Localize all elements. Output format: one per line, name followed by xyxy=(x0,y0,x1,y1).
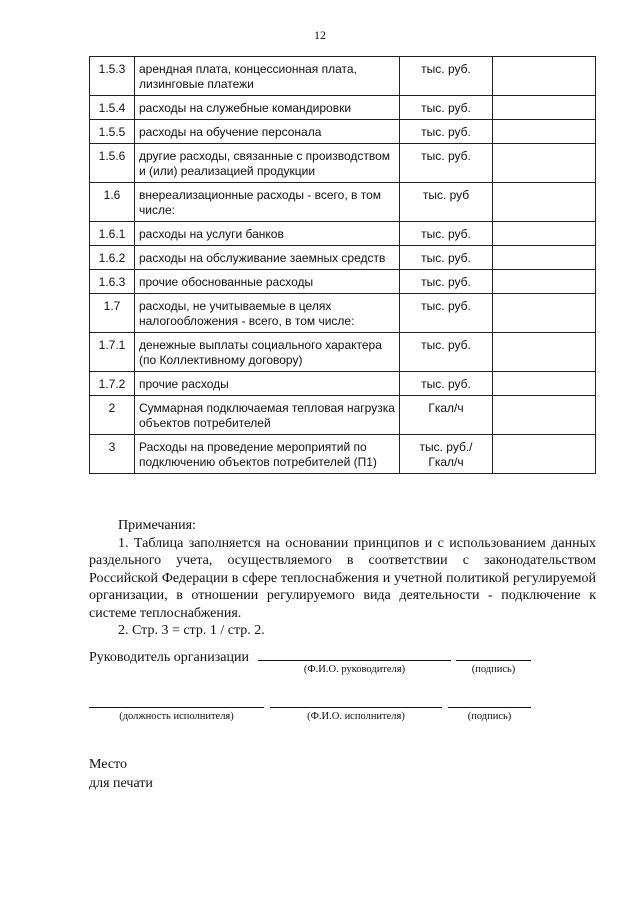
exec-position-line xyxy=(89,707,264,708)
table-row xyxy=(90,57,596,96)
row-name-cell: арендная плата, концессионная плата, лизинговые платежи xyxy=(135,57,400,96)
row-value-cell xyxy=(493,246,596,270)
exec-sign-line xyxy=(448,707,531,708)
row-value-cell xyxy=(493,96,596,120)
row-number-cell: 1.6.1 xyxy=(90,222,135,246)
stamp-line-2: для печати xyxy=(89,776,153,791)
note-2: 2. Стр. 3 = стр. 1 / стр. 2. xyxy=(118,623,265,638)
row-name-cell: расходы, не учитываемые в целях налогообложения - всего, в том числе: xyxy=(135,294,400,333)
notes-section xyxy=(89,517,596,640)
head-sign-caption: (подпись) xyxy=(471,664,516,675)
exec-position-caption: (должность исполнителя) xyxy=(119,711,234,722)
row-value-cell xyxy=(493,435,596,474)
row-value-cell xyxy=(493,372,596,396)
row-number-cell: 1.7 xyxy=(90,294,135,333)
table-row xyxy=(90,372,596,396)
row-number-cell: 1.6.2 xyxy=(90,246,135,270)
exec-fio-caption: (Ф.И.О. исполнителя) xyxy=(307,711,405,722)
stamp-place xyxy=(89,755,153,793)
row-number-cell: 1.5.4 xyxy=(90,96,135,120)
row-unit-cell: тыс. руб. xyxy=(400,144,493,183)
row-value-cell xyxy=(493,183,596,222)
row-value-cell xyxy=(493,294,596,333)
head-fio-line xyxy=(258,660,451,661)
row-name-cell: денежные выплаты социального характера (по Коллективному договору) xyxy=(135,333,400,372)
row-value-cell xyxy=(493,270,596,294)
row-value-cell xyxy=(493,57,596,96)
row-unit-cell: тыс. руб. xyxy=(400,120,493,144)
table-row xyxy=(90,183,596,222)
row-number-cell: 1.6 xyxy=(90,183,135,222)
row-name-cell: другие расходы, связанные с производством и (или) реализацией продукции xyxy=(135,144,400,183)
row-unit-cell: тыс. руб. xyxy=(400,372,493,396)
row-value-cell xyxy=(493,120,596,144)
row-unit-cell: тыс. руб. xyxy=(400,246,493,270)
row-unit-cell: Гкал/ч xyxy=(400,396,493,435)
row-number-cell: 1.5.3 xyxy=(90,57,135,96)
exec-sign-caption: (подпись) xyxy=(467,711,512,722)
table-row xyxy=(90,96,596,120)
row-unit-cell: тыс. руб. xyxy=(400,96,493,120)
table-row xyxy=(90,270,596,294)
row-number-cell: 1.6.3 xyxy=(90,270,135,294)
stamp-line-1: Место xyxy=(89,757,127,772)
row-name-cell: расходы на услуги банков xyxy=(135,222,400,246)
table-row xyxy=(90,333,596,372)
table-row xyxy=(90,144,596,183)
table-row xyxy=(90,246,596,270)
row-name-cell: расходы на обслуживание заемных средств xyxy=(135,246,400,270)
row-unit-cell: тыс. руб. xyxy=(400,333,493,372)
row-unit-cell: тыс. руб. xyxy=(400,57,493,96)
row-value-cell xyxy=(493,396,596,435)
notes-heading: Примечания: xyxy=(118,518,196,533)
row-number-cell: 1.7.1 xyxy=(90,333,135,372)
row-unit-cell: тыс. руб xyxy=(400,183,493,222)
head-sign-line xyxy=(456,660,531,661)
head-label: Руководитель организации xyxy=(89,650,249,665)
row-number-cell: 1.7.2 xyxy=(90,372,135,396)
row-value-cell xyxy=(493,333,596,372)
table-row xyxy=(90,294,596,333)
row-name-cell: Суммарная подключаемая тепловая нагрузка объектов потребителей xyxy=(135,396,400,435)
row-number-cell: 1.5.5 xyxy=(90,120,135,144)
exec-fio-line xyxy=(270,707,442,708)
row-unit-cell: тыс. руб./ Гкал/ч xyxy=(400,435,493,474)
row-name-cell: внереализационные расходы - всего, в том числе: xyxy=(135,183,400,222)
row-value-cell xyxy=(493,222,596,246)
head-fio-caption: (Ф.И.О. руководителя) xyxy=(303,664,406,675)
page-number: 12 xyxy=(314,28,326,42)
row-value-cell xyxy=(493,144,596,183)
row-name-cell: прочие обоснованные расходы xyxy=(135,270,400,294)
row-name-cell: прочие расходы xyxy=(135,372,400,396)
row-name-cell: Расходы на проведение мероприятий по подключению объектов потребителей (П1) xyxy=(135,435,400,474)
table-row xyxy=(90,396,596,435)
row-number-cell: 2 xyxy=(90,396,135,435)
row-number-cell: 3 xyxy=(90,435,135,474)
row-unit-cell: тыс. руб. xyxy=(400,270,493,294)
row-name-cell: расходы на обучение персонала xyxy=(135,120,400,144)
table-row xyxy=(90,222,596,246)
cost-table xyxy=(89,56,596,474)
row-name-cell: расходы на служебные командировки xyxy=(135,96,400,120)
row-unit-cell: тыс. руб. xyxy=(400,222,493,246)
table-row xyxy=(90,120,596,144)
row-number-cell: 1.5.6 xyxy=(90,144,135,183)
row-unit-cell: тыс. руб. xyxy=(400,294,493,333)
table-row xyxy=(90,435,596,474)
note-1: 1. Таблица заполняется на основании принципов и с использованием данных раздельного учета, осуществляемого в соответствии с законодательством Российской Федерации в сфере теплоснабжения и учетной политикой регулируемой организации, в отношении регулируемого вида деятельности - подключение к системе теплоснабжения. xyxy=(89,535,596,621)
